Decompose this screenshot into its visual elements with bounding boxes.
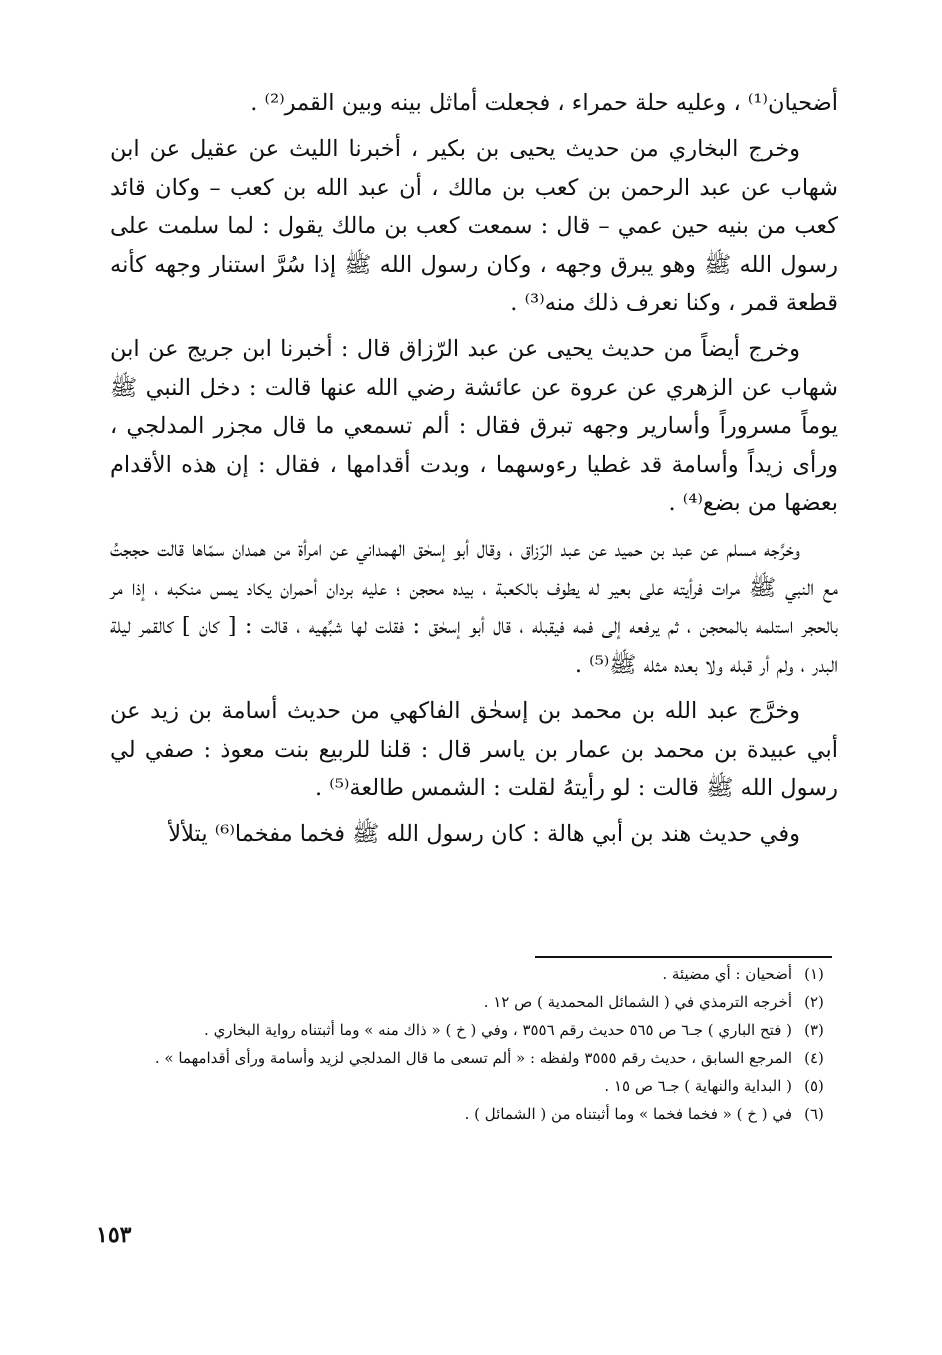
paragraph-3: وخرج أيضاً من حديث يحيى عن عبد الرّزاق قال : أخبرنا ابن جريج عن ابن شهاب عن الزهري عن عروة عن عائشة رضي الله عنها قالت : دخل النبي ﷺ يوماً مسروراً وأسارير وجهه تبرق فقال : ألم تسمعي ما قال مجزر المدلجي ، ورأى زيداً وأسامة قد غطيا رءوسهما ، وبدت أقدامها ، فقال : إن هذه الأقدام بعضها من بضع⁽⁴⁾ .: [110, 336, 838, 517]
main-text: [110, 84, 838, 862]
footnote-number: (٤): [804, 1049, 824, 1067]
footnote-number: (١): [804, 965, 824, 983]
footnote-text: في ( خ ) « فخما فخما » وما أثبتناه من ( الشمائل ) .: [464, 1105, 792, 1123]
paragraph-2: وخرج البخاري من حديث يحيى بن بكير ، أخبرنا الليث عن عقيل عن ابن شهاب عن عبد الرحمن بن كعب بن مالك ، أن عبد الله بن كعب – وكان قائد كعب من بنيه حين عمي – قال : سمعت كعب بن مالك يقول : لما سلمت على رسول الله ﷺ وهو يبرق وجهه ، وكان رسول الله ﷺ إذا سُرَّ استنار وجهه كأنه قطعة قمر ، وكنا نعرف ذلك منه⁽³⁾ .: [110, 136, 838, 317]
footnote: [108, 960, 836, 988]
paragraph-1: أضحيان⁽¹⁾ ، وعليه حلة حمراء ، فجعلت أماثل بينه وبين القمر⁽²⁾ .: [250, 90, 838, 116]
footnote-text: أخرجه الترمذي في ( الشمائل المحمدية ) ص ١٢ .: [483, 993, 792, 1011]
footnote: [108, 1072, 836, 1100]
footnote-number: (٦): [804, 1105, 824, 1123]
footnote: [108, 1044, 836, 1072]
footnote: [108, 1016, 836, 1044]
paragraph-6: وفي حديث هند بن أبي هالة : كان رسول الله ﷺ فخما مفخما⁽⁶⁾ يتلألأ: [168, 821, 800, 848]
footnote-text: أضحيان : أي مضيئة .: [662, 965, 792, 983]
paragraph-4: وخرَّجه مسلم عن عبد بن حميد عن عبد الرّزاق ، وقال أبو إسحٰق الهمداني عن امرأة من همدان سمّاها قالت حججتُ مع النبي ﷺ مرات فرأيته على بعير له يطوف بالكعبة ، بيده محجن ؛ عليه بردان أحمران يكاد يمس منكبه ، إذا مر بالحجر استلمه بالمحجن ، ثم يرفعه إلى فمه فيقبله ، قال أبو إسحٰق : فقلت لها شبِّهيه ، قالت : [ كان ] كالقمر ليلة البدر ، ولم أر قبله ولا بعده مثله ﷺ⁽⁵⁾ .: [110, 536, 838, 678]
footnote-separator: [535, 956, 832, 958]
page-number: ١٥٣: [96, 1222, 132, 1248]
footnote-text: المرجع السابق ، حديث رقم ٣٥٥٥ ولفظه : « ألم تسعى ما قال المدلجي لزيد وأسامة ورأى أقدامهما » .: [154, 1049, 792, 1067]
footnote-text: ( البداية والنهاية ) جـ٦ ص ١٥ .: [604, 1077, 792, 1095]
footnote-number: (٣): [804, 1021, 824, 1039]
paragraph-5: وخرَّج عبد الله بن محمد بن إسحٰق الفاكهي من حديث أسامة بن زيد عن أبي عبيدة بن محمد بن عمار بن ياسر قال : قلنا للربيع بنت معوذ : صفي لي رسول الله ﷺ قالت : لو رأيتهُ لقلت : الشمس طالعة⁽⁵⁾ .: [110, 698, 838, 801]
footnote: [108, 988, 836, 1016]
footnote-text: ( فتح الباري ) جـ٦ ص ٥٦٥ حديث رقم ٣٥٥٦ ، وفي ( خ ) « ذاك منه » وما أثبتناه رواية البخاري .: [204, 1021, 792, 1039]
footnote: [108, 1100, 836, 1128]
footnote-number: (٢): [804, 993, 824, 1011]
footnotes: [108, 960, 836, 1128]
footnote-number: (٥): [804, 1077, 824, 1095]
